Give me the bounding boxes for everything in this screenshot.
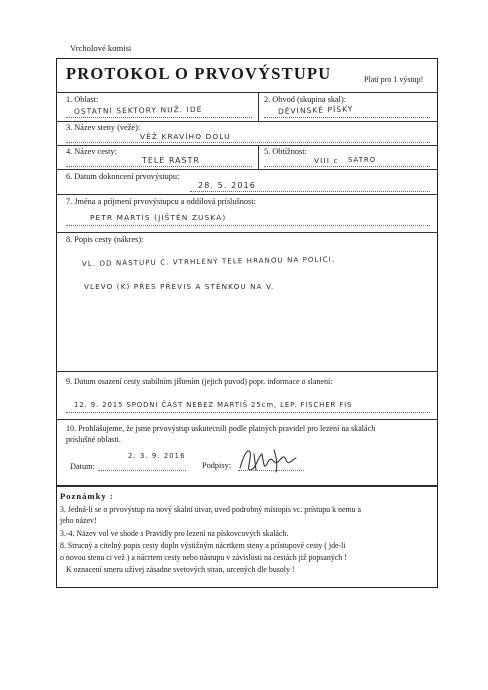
date-dotline [98,470,186,471]
obvod-dotline [264,117,430,118]
note-item: jeho název! [60,516,97,525]
title-divider [56,92,438,93]
obvod-label: 2. Obvod (skupina skal): [264,95,347,104]
jmena-label: 7. Jména a príjmení prvovýstupcu a oddílová príslušnost: [66,197,256,206]
row-divider-2 [56,145,438,146]
note-item: 8. Strucný a citelný popis cesty dopln výstižným nácrtkem steny a prístupové cesty ( jde-li [60,541,346,550]
row-divider-6 [56,371,438,372]
nazev-steny-value[interactable]: VĚŽ KRAVÍHO DOLU [140,132,231,141]
date-value[interactable]: 2. 3. 9. 2016 [128,452,186,460]
col-divider-2 [258,145,259,169]
osazeni-label: 9. Datum osazení cesty stabilním jištením (jejich puvod) popr. informace o slanení: [66,377,333,386]
committee-label: Vrcholové komisi [70,43,132,53]
obtiznost-extra[interactable]: SATRO [348,156,377,164]
oblast-label: 1. Oblast: [66,95,99,104]
jmena-value[interactable]: PETR MARTIS (JIŠTĚN ZUSKA) [90,213,227,222]
signature-dotline [238,470,304,471]
nazev-cesty-value[interactable]: TELE RASTR [142,156,201,165]
nazev-steny-dotline [66,142,430,143]
copies-note: Platí pro 1 výstup! [364,75,424,84]
datum-dokonceni-value[interactable]: 28. 5. 2016 [198,181,256,190]
popis-line-1[interactable]: VL. OD NÁSTUPU C. VTRHLENÝ TELE HRANOU NA POLICI, [81,255,336,268]
notes-heading: Poznámky : [60,491,114,501]
prohlaseni-text-1: 10. Prohlašujeme, že jsme prvovýstup uskutecnili podle platných pravidel pro lezení na skalách [66,424,376,433]
obtiznost-label: 5. Obtížnost: [264,147,307,156]
row-divider-4 [56,194,438,195]
prohlaseni-text-2: príslušné oblasti. [66,435,121,444]
obvod-value[interactable]: DĚVÍNSKÉ PÍSKY [277,104,354,116]
datum-dokonceni-label: 6. Datum dokoncení prvovýstupu: [66,172,180,181]
jmena-dotline [66,225,430,226]
datum-dokonceni-dotline [190,191,430,192]
nazev-steny-label: 3. Název steny (veže): [66,123,141,132]
row-divider-5 [56,232,438,233]
oblast-value[interactable]: OSTATNÍ SEKTORY NUŽ. IDE [73,104,203,116]
popis-label: 8. Popis cesty (nákres): [66,235,144,244]
obtiznost-value[interactable]: VIII c [314,156,339,165]
signature-scribble[interactable] [234,444,314,478]
row-divider-1 [56,121,438,122]
note-item: o novou stenu ci vež ) a nácrtem cesty nebo nástupu v závislosti na cestách již popsaných ! [60,553,347,562]
form-title: PROTOKOL O PRVOVÝSTUPU [66,64,332,83]
row-divider-3 [56,169,438,170]
signature-label: Podpisy: [202,461,232,470]
col-divider-1 [258,92,259,121]
oblast-dotline [66,117,252,118]
nazev-cesty-label: 4. Název cesty: [66,147,117,156]
obtiznost-dotline [264,166,430,167]
osazeni-value[interactable]: 12. 9. 2015 SPODNÍ ČÁST NEBEZ MARTIŠ 25cm, LEP. FISCHER FIS [74,401,353,409]
date-label: Datum: [70,462,95,471]
popis-line-2[interactable]: VLEVO (K) PŘES PŘEVIS A STĚNKOU NA V. [84,282,275,291]
nazev-cesty-dotline [66,166,252,167]
note-item: 3. Jedná-li se o prvovýstup na nový skalní útvar, uved podrobný místopis vc. prístupu k nemu a [60,505,362,514]
row-divider-7 [56,419,438,420]
note-item: 3.-4. Název vol ve shode s Pravidly pro lezení na pískovcových skalách. [60,529,289,538]
osazeni-dotline [66,412,430,413]
note-item: K oznacení smeru užívej zásadne svetových stran, urcených dle busoly ! [66,565,295,574]
